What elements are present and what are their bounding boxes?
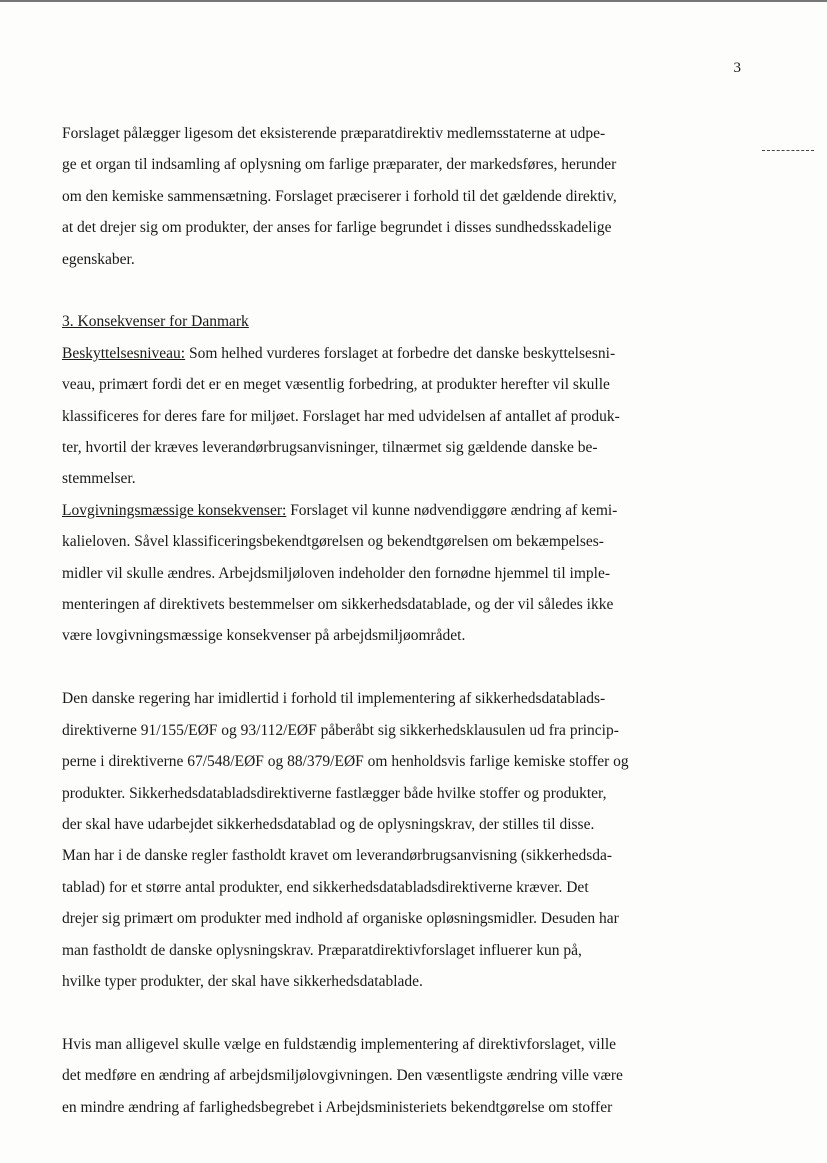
- text-line: ge et organ til indsamling af oplysning om farlige præparater, der markedsføres, herunder: [62, 156, 617, 174]
- text-line: veau, primært fordi det er en meget væsentlig forbedring, at produkter herefter vil skulle: [62, 376, 610, 394]
- paragraph-gap: [62, 652, 752, 683]
- document-body: [62, 118, 752, 1123]
- text-line: det medføre en ændring af arbejdsmiljølovgivningen. Den væsentligste ændring ville være: [62, 1067, 623, 1085]
- paragraph-legislative-consequences: [62, 495, 752, 652]
- text-line: [62, 495, 752, 526]
- scan-edge-line: [0, 0, 827, 2]
- text-line: klassificeres for deres fare for miljøet. Forslaget har med udvidelsen af antallet af produk-: [62, 407, 620, 425]
- inline-text: Som helhed vurderes forslaget at forbedre det danske beskyttelsesni-: [185, 344, 616, 362]
- text-line: [62, 338, 752, 369]
- text-line: Man har i de danske regler fastholdt kravet om leverandørbrugsanvisning (sikkerhedsda-: [62, 847, 613, 865]
- paragraph-full-implementation: [62, 1029, 752, 1123]
- paragraph-gap: [62, 997, 752, 1028]
- paragraph-danish-government: [62, 683, 752, 997]
- text-line: være lovgivningsmæssige konsekvenser på arbejdsmiljøområdet.: [62, 627, 466, 645]
- inline-text: Forslaget vil kunne nødvendiggøre ændring af kemi-: [286, 501, 618, 519]
- scan-dash-mark: [762, 150, 814, 151]
- section-heading: 3. Konsekvenser for Danmark: [62, 313, 249, 331]
- text-line: en mindre ændring af farlighedsbegrebet i Arbejdsministeriets bekendtgørelse om stoffer: [62, 1098, 613, 1116]
- text-line: drejer sig primært om produkter med indhold af organiske opløsningsmidler. Desuden har: [62, 910, 619, 928]
- text-line: Den danske regering har imidlertid i forhold til implementering af sikkerhedsdatablads-: [62, 690, 606, 708]
- text-line: at det drejer sig om produkter, der anses for farlige begrundet i disses sundhedsskadelige: [62, 219, 612, 237]
- paragraph-preparation-directive: [62, 118, 752, 275]
- text-line: direktiverne 91/155/EØF og 93/112/EØF påberåbt sig sikkerhedsklausulen ud fra princip-: [62, 721, 619, 739]
- text-line: menteringen af direktivets bestemmelser om sikkerhedsdatablade, og der vil således ikke: [62, 596, 614, 614]
- text-line: Hvis man alligevel skulle vælge en fuldstændig implementering af direktivforslaget, ville: [62, 1035, 617, 1053]
- text-line: kalieloven. Såvel klassificeringsbekendtgørelsen og bekendtgørelsen om bekæmpelses-: [62, 533, 604, 551]
- text-line: tablad) for et større antal produkter, end sikkerhedsdatabladsdirektiverne kræver. Det: [62, 878, 589, 896]
- text-line: Forslaget pålægger ligesom det eksisterende præparatdirektiv medlemsstaterne at udpe-: [62, 125, 606, 142]
- text-line: man fastholdt de danske oplysningskrav. Præparatdirektivforslaget influerer kun på,: [62, 941, 582, 959]
- page-number: 3: [733, 60, 741, 76]
- text-line: perne i direktiverne 67/548/EØF og 88/379/EØF om henholdsvis farlige kemiske stoffer og: [62, 753, 629, 771]
- text-line: ter, hvortil der kræves leverandørbrugsanvisninger, tilnærmet sig gældende danske be-: [62, 439, 598, 457]
- inline-label: Beskyttelsesniveau:: [62, 344, 186, 362]
- paragraph-gap: [62, 275, 752, 306]
- text-line: egenskaber.: [62, 250, 135, 268]
- text-line: om den kemiske sammensætning. Forslaget præciserer i forhold til det gældende direktiv,: [62, 187, 617, 205]
- paragraph-protection-level: [62, 338, 752, 495]
- text-line: produkter. Sikkerhedsdatabladsdirektiverne fastlægger både hvilke stoffer og produkter,: [62, 784, 607, 802]
- text-line: hvilke typer produkter, der skal have sikkerhedsdatablade.: [62, 972, 423, 990]
- inline-label: Lovgivningsmæssige konsekvenser:: [62, 501, 287, 519]
- text-line: midler vil skulle ændres. Arbejdsmiljøloven indeholder den fornødne hjemmel til imple-: [62, 564, 610, 582]
- text-line: stemmelser.: [62, 470, 136, 488]
- text-line: der skal have udarbejdet sikkerhedsdatablad og de oplysningskrav, der stilles til disse.: [62, 815, 595, 833]
